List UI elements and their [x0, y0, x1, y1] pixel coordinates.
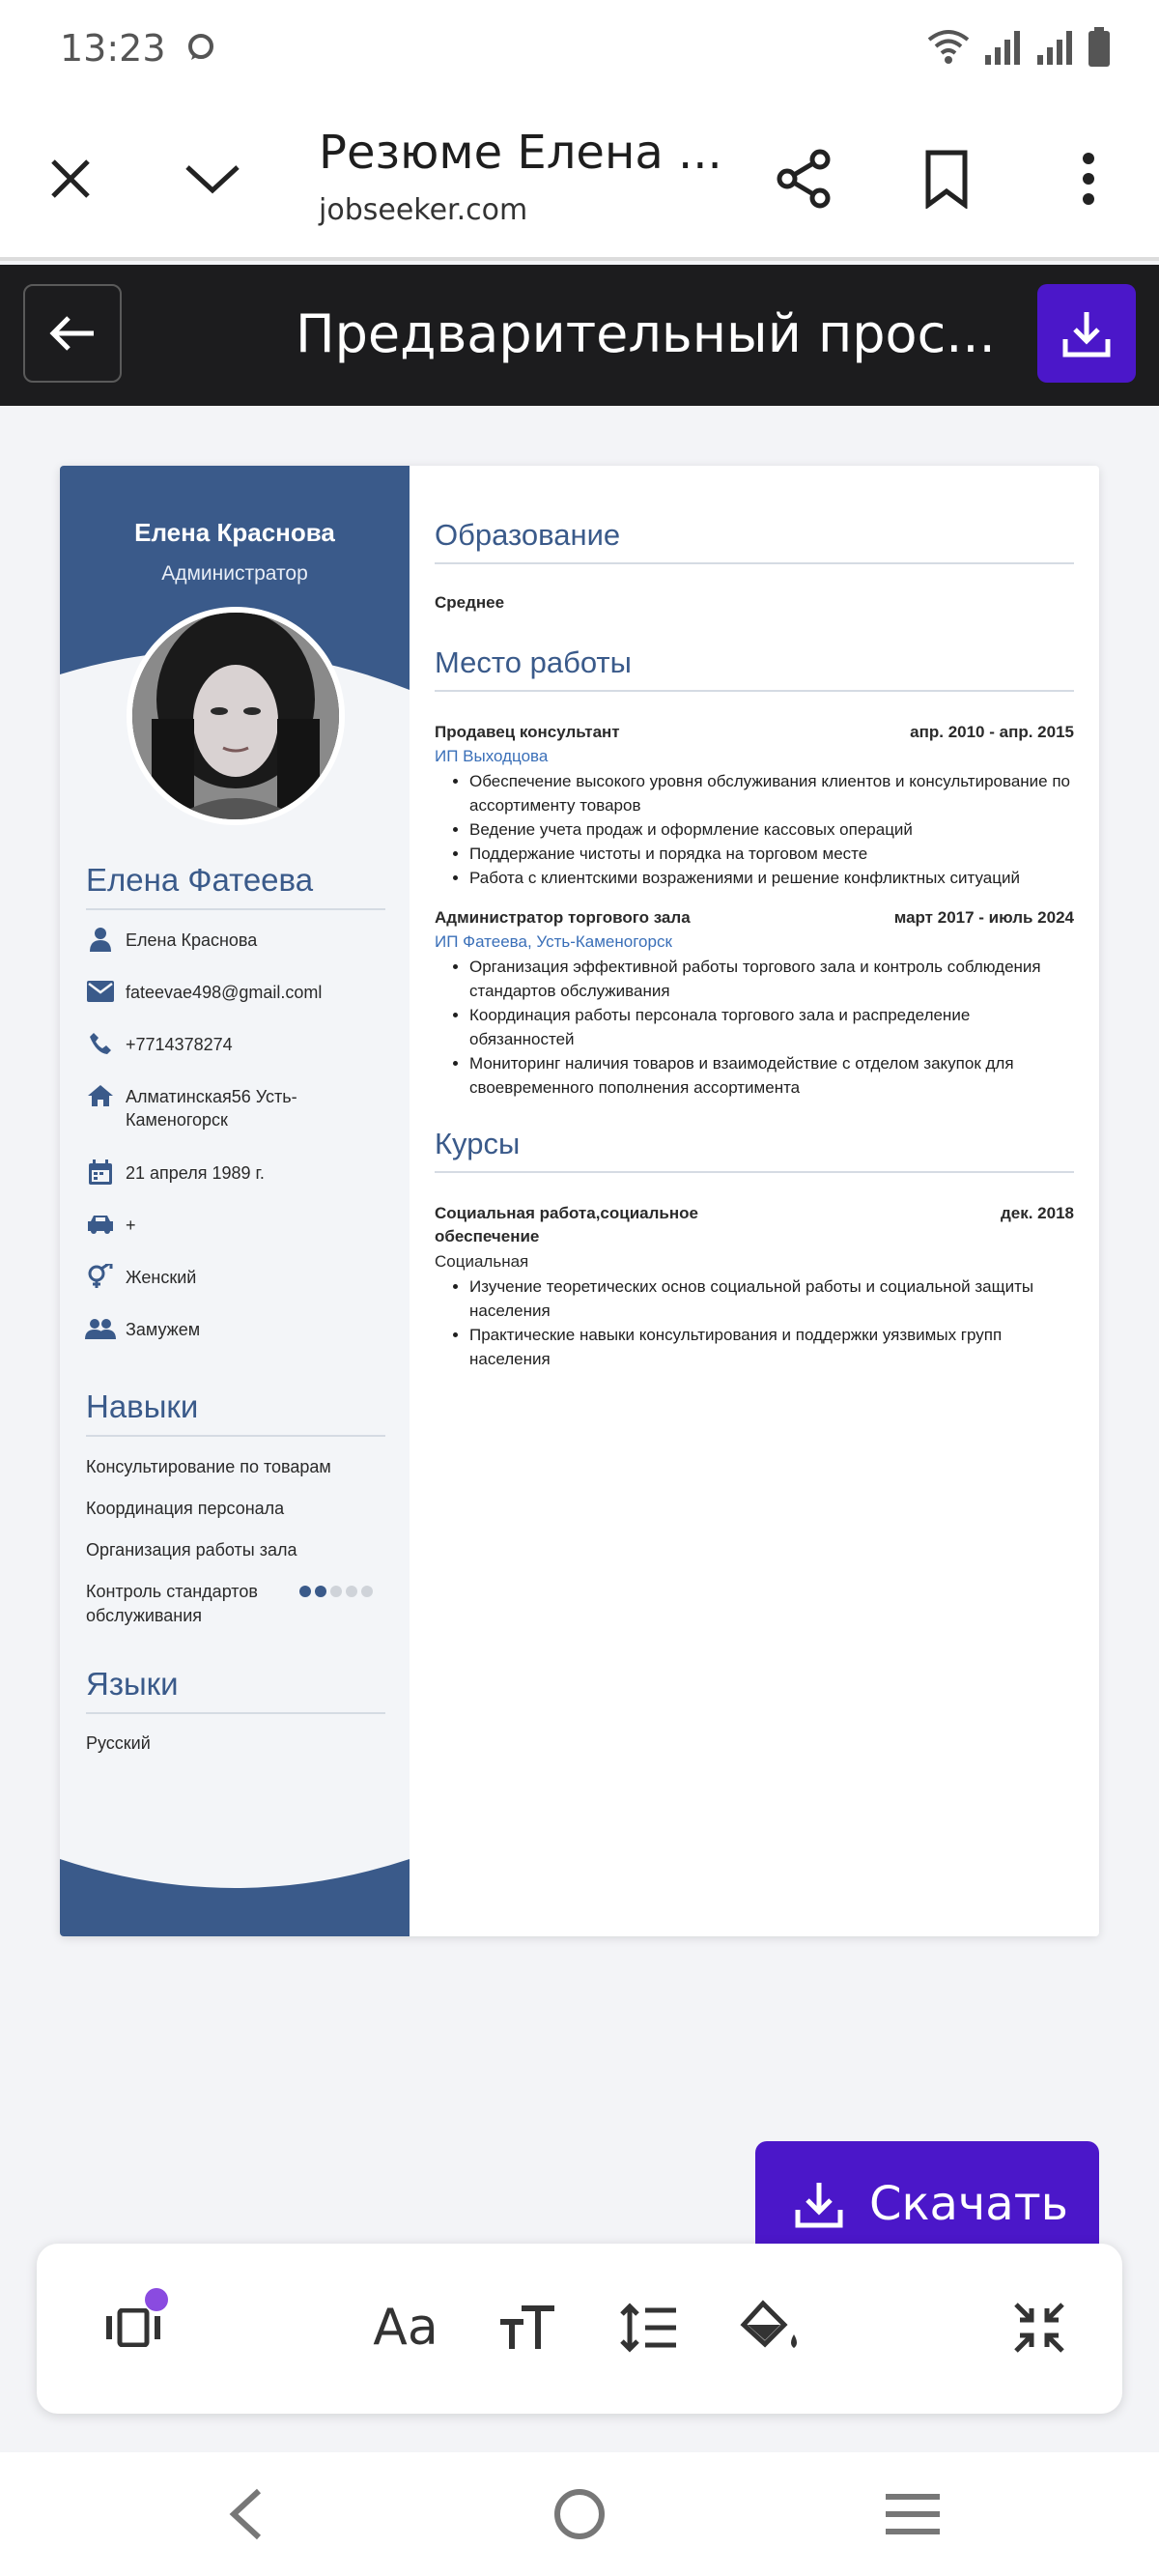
duty-item: • Ведение учета продаж и оформление кассовых операций: [469, 817, 1074, 842]
carousel-icon: [104, 2308, 162, 2347]
signal-icon: [983, 28, 1022, 67]
color-button[interactable]: [722, 2286, 819, 2369]
font-icon: Aa: [373, 2299, 438, 2357]
phone-icon: [89, 1032, 112, 1055]
duty-item: • Организация эффективной работы торгового зала и контроль соблюдения стандартов обслуживания: [469, 955, 1074, 1003]
home-icon: [87, 1084, 114, 1107]
collapse-arrows-icon: [1012, 2301, 1066, 2355]
skill-level-dot: [330, 1586, 342, 1597]
skill-level-rating: [299, 1586, 373, 1597]
job-company: ИП Выходцова: [435, 747, 549, 765]
paint-bucket-icon: [740, 2300, 802, 2356]
contact-name: Елена Краснова: [83, 925, 382, 954]
course-org: Социальная: [435, 1252, 529, 1271]
contact-address: Алматинская56 Усть-Каменогорск: [83, 1081, 382, 1131]
education-heading: Образование: [435, 518, 1074, 564]
skill-item: Контроль стандартов обслуживания: [86, 1582, 258, 1625]
job-dates: апр. 2010 - апр. 2015: [910, 723, 1074, 741]
job-dates: март 2017 - июль 2024: [893, 908, 1074, 927]
page-title: Резюме Елена ...: [319, 126, 722, 180]
status-icons: [927, 23, 1111, 72]
education-level: Среднее: [435, 593, 505, 612]
contact-car: +: [83, 1210, 382, 1239]
work-heading: Место работы: [435, 645, 1074, 692]
wifi-icon: [927, 28, 970, 67]
text-size-icon: [498, 2304, 556, 2351]
profile-photo-image: [132, 613, 339, 819]
signal-icon-2: [1035, 28, 1074, 67]
email-icon: [87, 981, 114, 1002]
duty-item: • Координация работы персонала торгового зала и распределение обязанностей: [469, 1003, 1074, 1051]
person-icon: [90, 927, 111, 952]
preview-title: Предварительный прос...: [296, 303, 996, 364]
page-url: jobseeker.com: [319, 193, 528, 227]
back-button[interactable]: [23, 284, 122, 383]
calendar-icon: [89, 1159, 112, 1185]
share-button[interactable]: [761, 135, 848, 222]
job-duties: [435, 769, 1074, 890]
more-options-button[interactable]: [1045, 135, 1132, 222]
contact-birthdate: 21 апреля 1989 г.: [83, 1158, 382, 1187]
battery-icon: [1088, 27, 1111, 68]
profile-photo: [127, 607, 345, 825]
system-nav-bar: [0, 2452, 1159, 2576]
nav-home-icon: [552, 2487, 607, 2541]
chat-bubble-icon: [186, 33, 215, 62]
contact-marital: Замужем: [83, 1314, 382, 1343]
skill-item: Консультирование по товарам: [86, 1457, 331, 1476]
people-icon: [85, 1318, 116, 1339]
skill-level-dot: [361, 1586, 373, 1597]
download-button-label: Скачать: [869, 2177, 1068, 2231]
resume-document: [60, 466, 1099, 1936]
skills-heading: Навыки: [86, 1388, 385, 1437]
skill-item: Организация работы зала: [86, 1540, 297, 1560]
course-items: [435, 1274, 1074, 1371]
languages-heading: Языки: [86, 1666, 385, 1714]
editor-toolbar: [37, 2244, 1122, 2414]
nav-back-button[interactable]: [207, 2476, 284, 2553]
course-date: дек. 2018: [1000, 1204, 1074, 1222]
job-company: ИП Фатеева, Усть-Каменогорск: [435, 932, 672, 951]
sidebar-name-heading: Елена Фатеева: [86, 862, 385, 910]
duty-item: • Мониторинг наличия товаров и взаимодействие с отделом закупок для своевременного пополнения ассортимента: [469, 1051, 1074, 1100]
collapse-view-button[interactable]: [991, 2286, 1088, 2369]
contact-phone: +7714378274: [83, 1029, 382, 1058]
font-button[interactable]: [357, 2286, 454, 2369]
preview-header: [0, 265, 1159, 406]
download-icon-button[interactable]: [1037, 284, 1136, 383]
line-spacing-icon: [620, 2303, 678, 2353]
resume-header-role: Администратор: [161, 562, 308, 585]
job-title: Продавец консультант: [435, 723, 620, 741]
skill-level-dot: [299, 1586, 311, 1597]
resume-header-name: Елена Краснова: [134, 518, 335, 547]
job-duties: [435, 955, 1074, 1100]
bookmark-icon: [924, 149, 969, 209]
download-icon: [1061, 308, 1112, 358]
collapse-button[interactable]: [169, 135, 256, 222]
text-size-button[interactable]: [479, 2286, 576, 2369]
contact-email: fateevae498@gmail.coml: [83, 977, 382, 1006]
nav-home-button[interactable]: [541, 2476, 618, 2553]
gender-icon: [87, 1264, 114, 1289]
nav-back-icon: [226, 2487, 265, 2541]
status-time: 13:23: [60, 27, 166, 70]
nav-recents-button[interactable]: [874, 2476, 951, 2553]
job-title: Администратор торгового зала: [435, 908, 691, 927]
bookmark-button[interactable]: [903, 135, 990, 222]
car-icon: [87, 1214, 114, 1235]
status-bar: [0, 0, 1159, 97]
language-item: Русский: [86, 1733, 151, 1753]
arrow-left-icon: [47, 314, 98, 353]
courses-heading: Курсы: [435, 1127, 1074, 1173]
resume-sidebar: [60, 466, 410, 1936]
notification-badge: [145, 2288, 168, 2311]
nav-recents-icon: [884, 2493, 942, 2535]
skill-level-dot: [315, 1586, 326, 1597]
course-title: Социальная работа,социальное обеспечение: [435, 1204, 698, 1245]
duty-item: • Работа с клиентскими возражениями и решение конфликтных ситуаций: [469, 866, 1074, 890]
skill-item: Координация персонала: [86, 1499, 285, 1518]
course-item: • Практические навыки консультирования и поддержки уязвимых групп населения: [469, 1323, 1074, 1371]
close-icon: [47, 156, 94, 202]
contact-gender: Женский: [83, 1262, 382, 1291]
sidebar-bottom-wave: [60, 1859, 410, 1936]
line-spacing-button[interactable]: [601, 2286, 697, 2369]
download-icon: [794, 2179, 844, 2229]
duty-item: • Поддержание чистоты и порядка на торговом месте: [469, 842, 1074, 866]
chevron-down-icon: [184, 159, 241, 198]
share-icon: [774, 148, 835, 210]
browser-toolbar: [0, 97, 1159, 261]
course-item: • Изучение теоретических основ социальной работы и социальной защиты населения: [469, 1274, 1074, 1323]
skill-level-dot: [346, 1586, 357, 1597]
close-button[interactable]: [27, 135, 114, 222]
duty-item: • Обеспечение высокого уровня обслуживания клиентов и консультирование по ассортименту товаров: [469, 769, 1074, 817]
more-vert-icon: [1082, 152, 1095, 206]
